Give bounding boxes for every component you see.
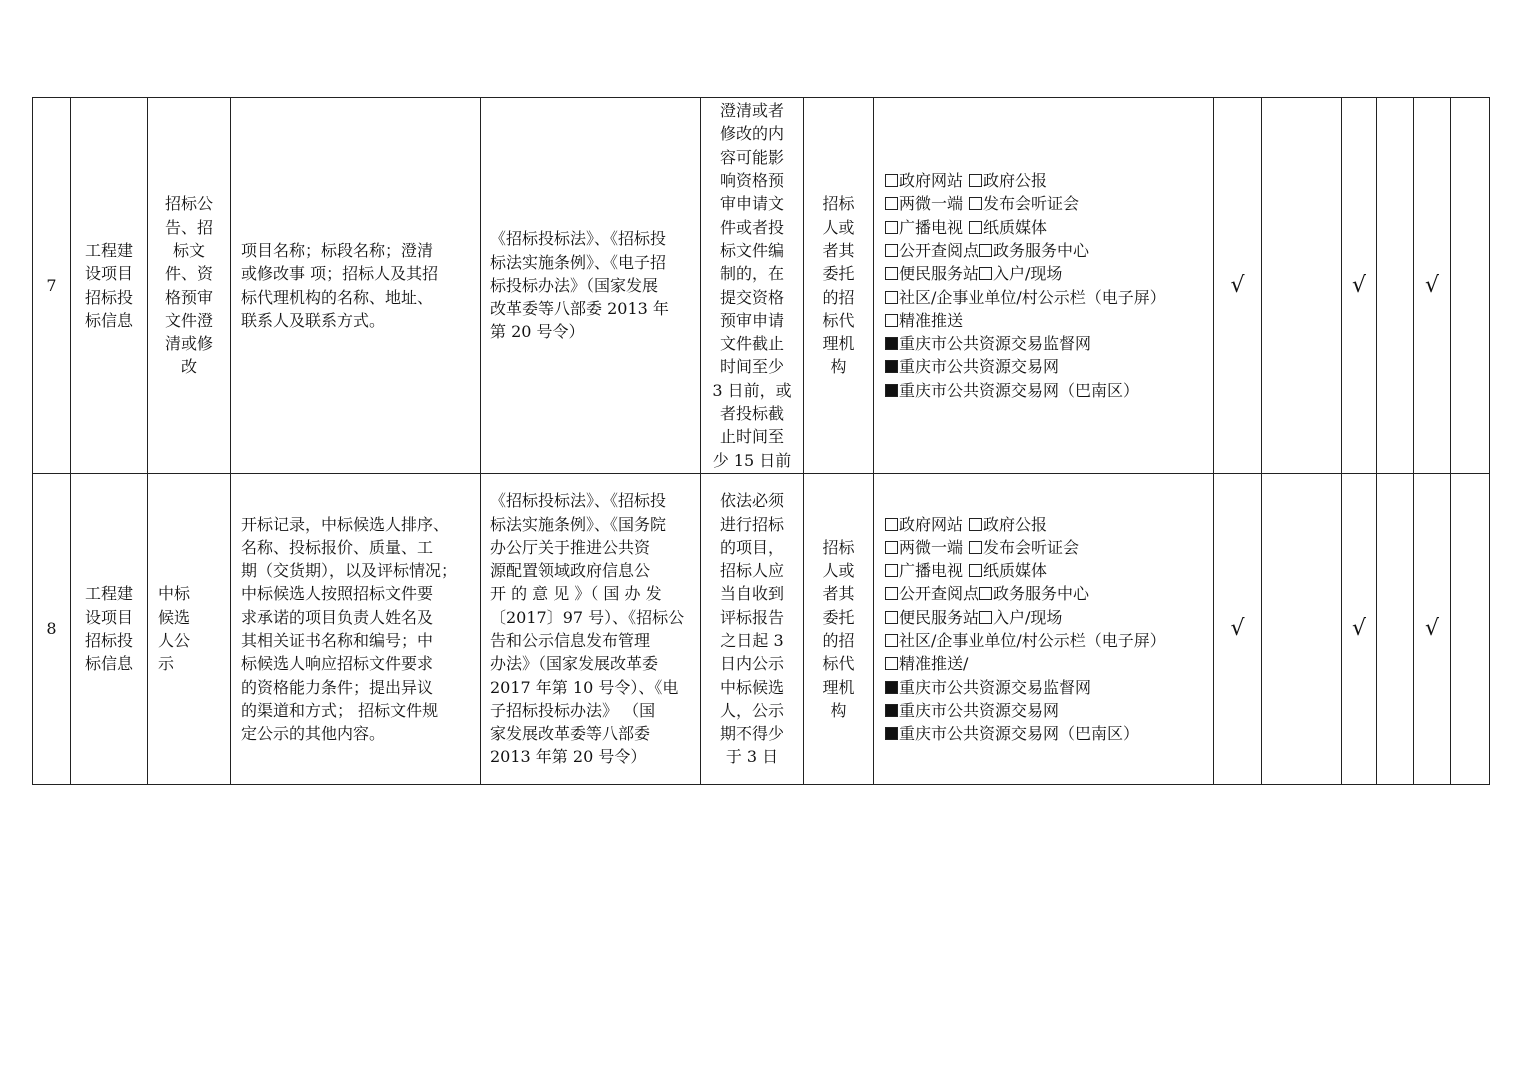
check-mark-cell [1377, 474, 1414, 785]
subject-cell: 招标 人或 者其 委托 的招 标代 理机 构 [804, 474, 874, 785]
channel-label: 政府公报 [983, 514, 1048, 534]
channel-row-selected [885, 676, 1207, 699]
channel-label: 便民服务站 [899, 264, 980, 284]
unchecked-box-icon [885, 587, 898, 600]
unchecked-box-icon [885, 657, 898, 670]
row-number: 8 [33, 474, 71, 785]
channel-row [885, 169, 1207, 192]
unchecked-box-icon [885, 564, 898, 577]
channel-row [885, 513, 1207, 536]
check-mark-cell: √ [1342, 474, 1377, 785]
unchecked-box-icon [979, 611, 992, 624]
channel-row [885, 192, 1207, 215]
channel-row-selected [885, 332, 1207, 355]
check-mark-cell [1451, 474, 1490, 785]
unchecked-box-icon [969, 541, 982, 554]
checked-box-icon [885, 681, 898, 694]
channel-label: 社区/企事业单位/村公示栏（电子屏） [899, 287, 1166, 307]
channel-label: 广播电视 [899, 561, 964, 581]
channel-label: 重庆市公共资源交易网（巴南区） [899, 724, 1140, 744]
checked-box-icon [885, 360, 898, 373]
channel-label: 两微一端 [899, 537, 964, 557]
channel-label: 公开查阅点 [899, 584, 980, 604]
channel-row [885, 262, 1207, 285]
channel-row [885, 239, 1207, 262]
unchecked-box-icon [979, 244, 992, 257]
unchecked-box-icon [969, 564, 982, 577]
check-mark-cell: √ [1342, 98, 1377, 474]
channel-label: 重庆市公共资源交易网 [899, 357, 1060, 377]
check-mark-cell: √ [1414, 474, 1451, 785]
channel-label: 纸质媒体 [983, 217, 1048, 237]
unchecked-box-icon [885, 174, 898, 187]
unchecked-box-icon [969, 174, 982, 187]
subject-cell: 招标 人或 者其 委托 的招 标代 理机 构 [804, 98, 874, 474]
channel-label: 精准推送 [899, 310, 964, 330]
disclosure-table [32, 97, 1490, 785]
checked-box-icon [885, 337, 898, 350]
channel-row [885, 216, 1207, 239]
channel-label: 入户/现场 [993, 264, 1063, 284]
unchecked-box-icon [969, 518, 982, 531]
item-cell: 中标 候选 人公 示 [148, 474, 231, 785]
table-row [33, 98, 1490, 474]
unchecked-box-icon [885, 634, 898, 647]
channel-label: 政务服务中心 [993, 584, 1090, 604]
check-mark-cell [1262, 98, 1342, 474]
row-number: 7 [33, 98, 71, 474]
channel-label: 政府网站 [899, 514, 964, 534]
unchecked-box-icon [885, 291, 898, 304]
unchecked-box-icon [885, 518, 898, 531]
channel-label: 纸质媒体 [983, 561, 1048, 581]
channel-row [885, 582, 1207, 605]
unchecked-box-icon [885, 541, 898, 554]
channel-row-selected [885, 722, 1207, 745]
channel-label: 广播电视 [899, 217, 964, 237]
channels-cell [874, 474, 1214, 785]
channel-row [885, 652, 1207, 675]
basis-cell: 《招标投标法》、《招标投 标法实施条例》、《国务院 办公厅关于推进公共资 源配置领域政府信息公 开 的 意 见 》（ 国 办 发 〔2017〕97 号）、《招标公 告和公示信息发布管理 办法》（国家发展改革委 2017 年第 10 号令）、《电 子招标投标办法》 （国 家发展改革委等八部委 2013 年第 20 号令） [481, 474, 701, 785]
channels-cell [874, 98, 1214, 474]
basis-cell: 《招标投标法》、《招标投 标法实施条例》、《电子招 标投标办法》（国家发展 改革委等八部委 2013 年 第 20 号令） [481, 98, 701, 474]
unchecked-box-icon [885, 314, 898, 327]
unchecked-box-icon [885, 611, 898, 624]
channel-label: 便民服务站 [899, 607, 980, 627]
channel-label: 重庆市公共资源交易网（巴南区） [899, 380, 1140, 400]
channel-label: 政府公报 [983, 171, 1048, 191]
time-limit-cell: 依法必须 进行招标 的项目， 招标人应 当自收到 评标报告 之日起 3 日内公示 中标候选 人，公示 期不得少 于 3 日 [701, 474, 804, 785]
channel-row-selected [885, 379, 1207, 402]
channel-label: 重庆市公共资源交易网 [899, 700, 1060, 720]
category-cell: 工程建 设项目 招标投 标信息 [71, 474, 148, 785]
channel-label: 入户/现场 [993, 607, 1063, 627]
item-cell: 招标公 告、招 标文 件、资 格预审 文件澄 清或修 改 [148, 98, 231, 474]
channel-label: 政务服务中心 [993, 240, 1090, 260]
channel-row-selected [885, 699, 1207, 722]
unchecked-box-icon [885, 267, 898, 280]
checked-box-icon [885, 384, 898, 397]
unchecked-box-icon [885, 197, 898, 210]
check-mark-cell [1377, 98, 1414, 474]
channel-row-selected [885, 355, 1207, 378]
unchecked-box-icon [885, 244, 898, 257]
category-cell: 工程建 设项目 招标投 标信息 [71, 98, 148, 474]
unchecked-box-icon [979, 587, 992, 600]
check-mark-cell: √ [1214, 474, 1262, 785]
check-mark-cell: √ [1414, 98, 1451, 474]
channel-label: 发布会听证会 [983, 537, 1080, 557]
check-mark-cell [1262, 474, 1342, 785]
check-mark-cell [1451, 98, 1490, 474]
unchecked-box-icon [969, 197, 982, 210]
channel-label: 精准推送/ [899, 654, 969, 674]
check-mark-cell: √ [1214, 98, 1262, 474]
channel-label: 社区/企事业单位/村公示栏（电子屏） [899, 631, 1166, 650]
channel-row [885, 629, 1207, 652]
unchecked-box-icon [979, 267, 992, 280]
checked-box-icon [885, 727, 898, 740]
channel-label: 公开查阅点 [899, 240, 980, 260]
channel-label: 重庆市公共资源交易监督网 [899, 334, 1092, 354]
channel-row [885, 606, 1207, 629]
channel-row [885, 309, 1207, 332]
channel-row [885, 536, 1207, 559]
channel-row [885, 559, 1207, 582]
time-limit-cell: 澄清或者 修改的内 容可能影 响资格预 审申请文 件或者投 标文件编 制的，在 提交资格 预审申请 文件截止 时间至少 3 日前，或 者投标截 止时间至 少 15 日前 [701, 98, 804, 474]
channel-label: 政府网站 [899, 171, 964, 191]
unchecked-box-icon [969, 221, 982, 234]
channel-label: 重庆市公共资源交易监督网 [899, 677, 1092, 697]
table-row [33, 474, 1490, 785]
content-cell: 开标记录，中标候选人排序、 名称、投标报价、质量、工 期（交货期），以及评标情况； 中标候选人按照招标文件要 求承诺的项目负责人姓名及 其相关证书名称和编号；中 标候选人响应招标文件要求 的资格能力条件；提出异议 的渠道和方式； 招标文件规 定公示的其他内容。 [231, 474, 481, 785]
unchecked-box-icon [885, 221, 898, 234]
checked-box-icon [885, 704, 898, 717]
channel-label: 发布会听证会 [983, 194, 1080, 214]
content-cell: 项目名称；标段名称；澄清 或修改事 项；招标人及其招 标代理机构的名称、地址、 联系人及联系方式。 [231, 98, 481, 474]
channel-label: 两微一端 [899, 194, 964, 214]
channel-row [885, 286, 1207, 309]
